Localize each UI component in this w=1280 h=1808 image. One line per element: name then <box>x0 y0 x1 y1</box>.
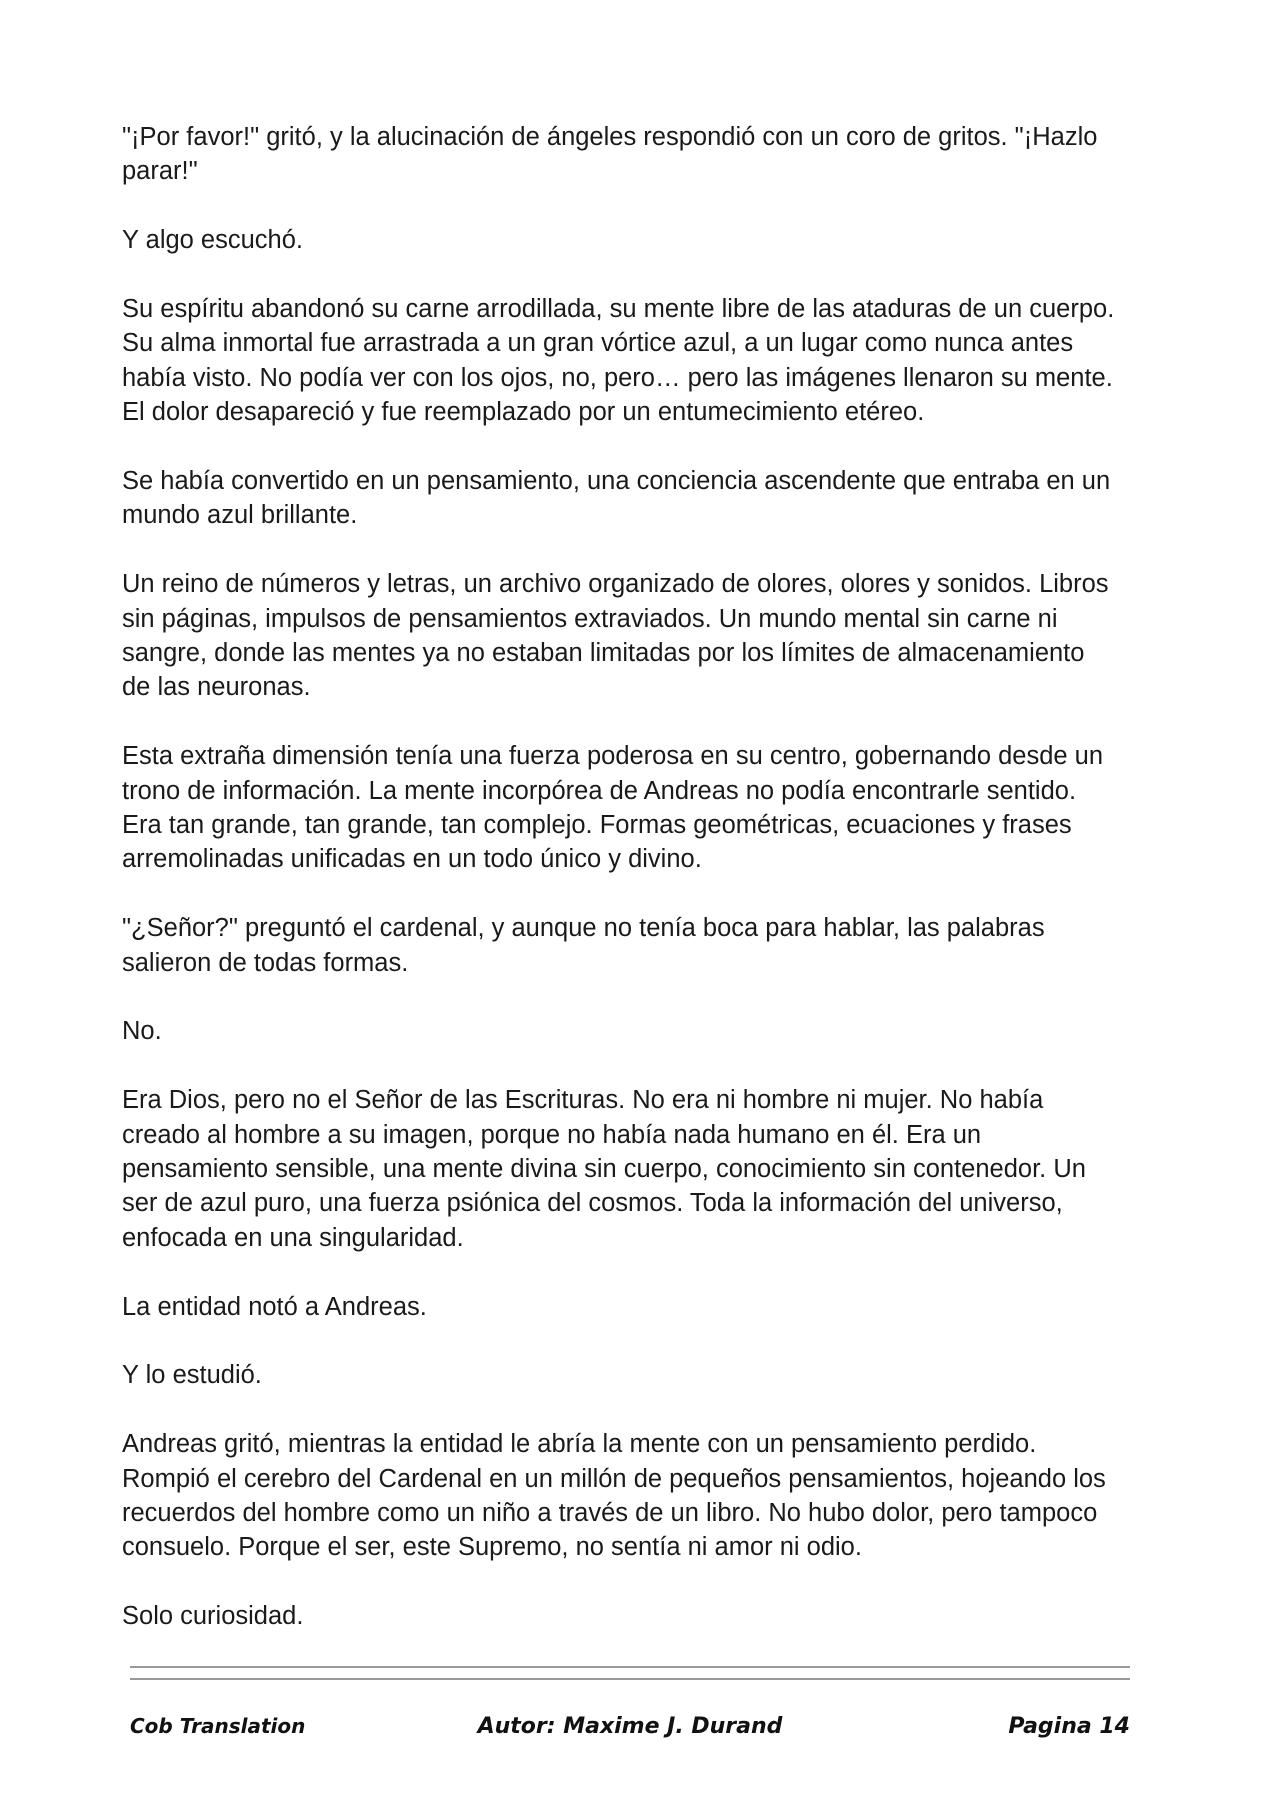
paragraph: "¿Señor?" preguntó el cardenal, y aunque no tenía boca para hablar, las palabras salieron de todas formas. <box>122 914 1045 977</box>
page-footer <box>130 1714 1130 1748</box>
paragraph: La entidad notó a Andreas. <box>122 1292 427 1321</box>
paragraph: Un reino de números y letras, un archivo organizado de olores, olores y sonidos. Libros sin páginas, impulsos de pensamientos extraviados. Un mundo mental sin carne ni sangre, donde las mentes ya no estaban limitadas por los límites de almacenamiento de las neuronas. <box>122 570 1109 702</box>
paragraph: Solo curiosidad. <box>122 1602 304 1631</box>
paragraph: Era Dios, pero no el Señor de las Escrituras. No era ni hombre ni mujer. No había creado al hombre a su imagen, porque no había nada humano en él. Era un pensamiento sensible, una mente divina sin cuerpo, conocimiento sin contenedor. Un ser de azul puro, una fuerza psiónica del cosmos. Toda la información del universo, enfocada en una singularidad. <box>122 1086 1086 1252</box>
footer-divider-bottom <box>130 1678 1130 1680</box>
footer-author: Autor: Maxime J. Durand <box>477 1714 783 1739</box>
paragraph: No. <box>122 1017 162 1046</box>
paragraph: Su espíritu abandonó su carne arrodillada, su mente libre de las ataduras de un cuerpo. Su alma inmortal fue arrastrada a un gran vórtice azul, a un lugar como nunca antes había visto. No podía ver con los ojos, no, pero… pero las imágenes llenaron su mente. El dolor desapareció y fue reemplazado por un entumecimiento etéreo. <box>122 295 1115 427</box>
footer-translator: Cob Translation <box>130 1714 306 1738</box>
footer-divider-top <box>130 1666 1130 1668</box>
footer-page-number: Pagina 14 <box>1008 1714 1130 1739</box>
paragraph: Andreas gritó, mientras la entidad le abría la mente con un pensamiento perdido. Rompió el cerebro del Cardenal en un millón de pequeños pensamientos, hojeando los recuerdos del hombre como un niño a través de un libro. No hubo dolor, pero tampoco consuelo. Porque el ser, este Supremo, no sentía ni amor ni odio. <box>122 1430 1106 1562</box>
paragraph: Y algo escuchó. <box>122 226 303 255</box>
paragraph: Esta extraña dimensión tenía una fuerza poderosa en su centro, gobernando desde un trono de información. La mente incorpórea de Andreas no podía encontrarle sentido. Era tan grande, tan grande, tan complejo. Formas geométricas, ecuaciones y frases arremolinadas unificadas en un todo único y divino. <box>122 742 1104 874</box>
document-body <box>122 120 1142 1668</box>
paragraph: Y lo estudió. <box>122 1361 262 1390</box>
paragraph: Se había convertido en un pensamiento, una conciencia ascendente que entraba en un mundo azul brillante. <box>122 467 1111 530</box>
paragraph: "¡Por favor!" gritó, y la alucinación de ángeles respondió con un coro de gritos. "¡Hazlo parar!" <box>122 123 1098 186</box>
